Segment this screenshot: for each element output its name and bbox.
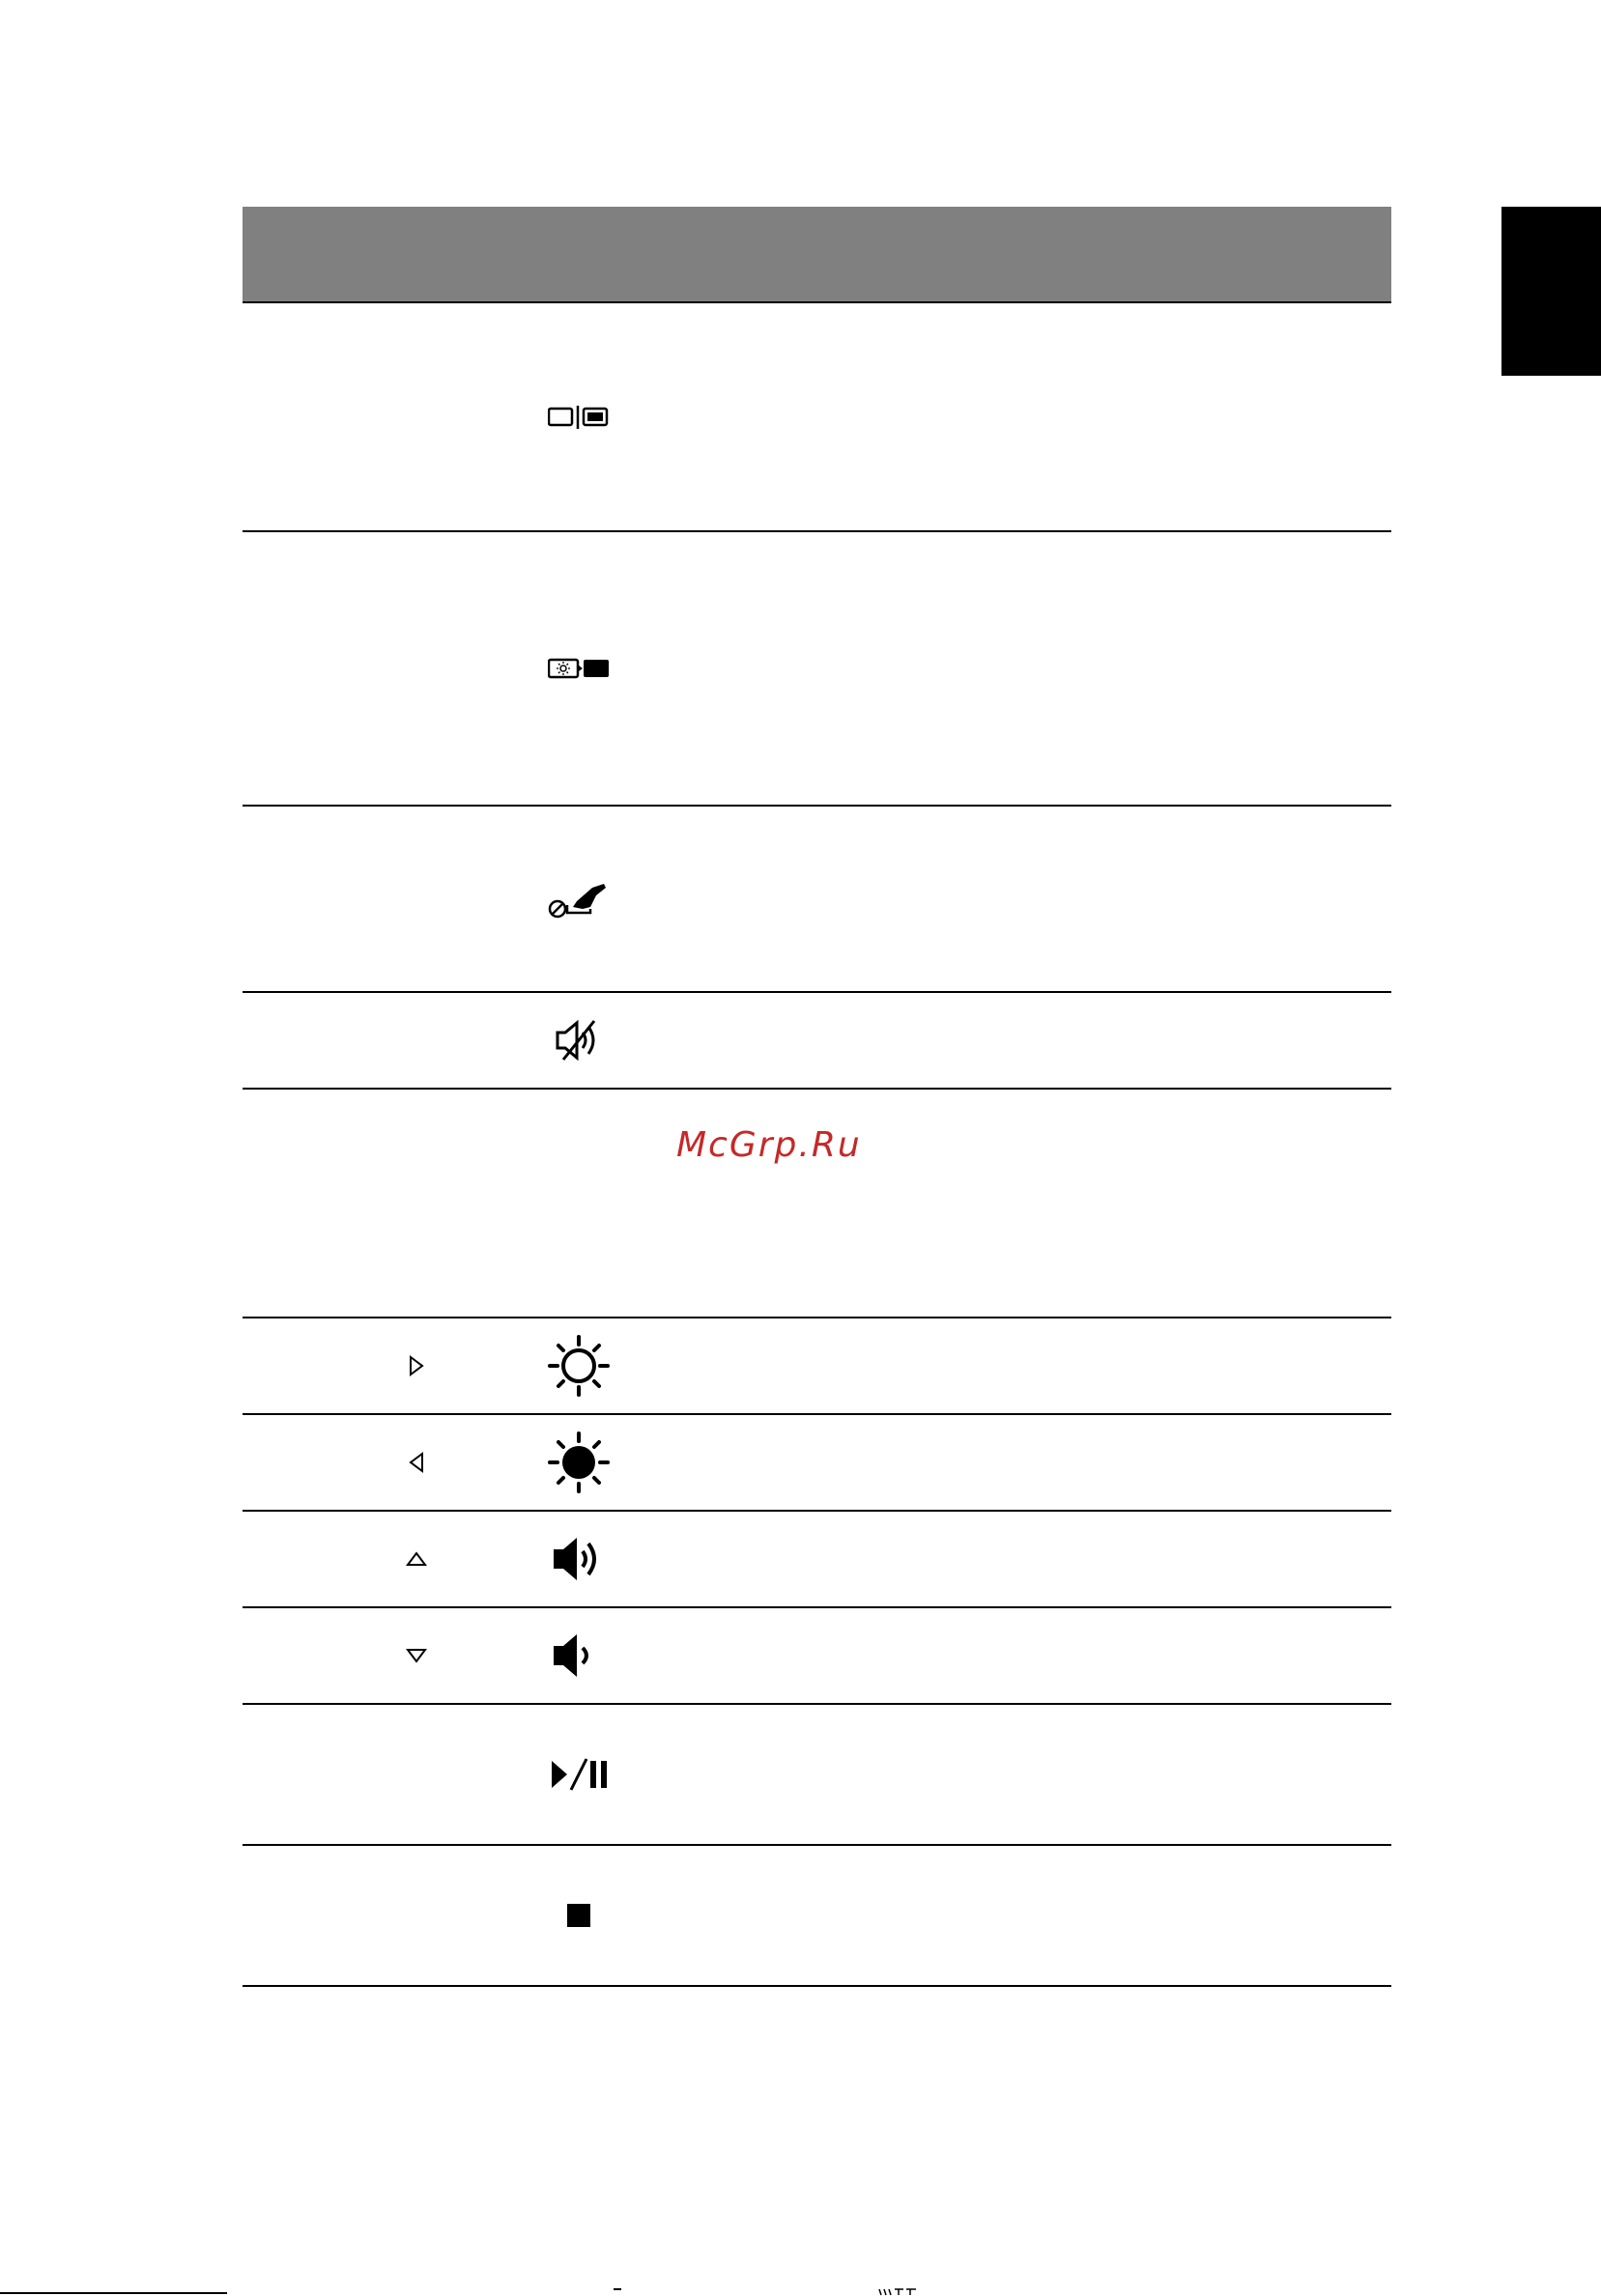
icon-cell [532,1318,625,1413]
icon-cell [532,1705,625,1844]
icon-cell [532,993,625,1088]
screen-blank-icon [548,657,610,680]
volume-down-icon [550,1629,608,1683]
icon-cell [532,807,625,991]
arrow-right-icon [408,1355,425,1376]
icon-cell [532,1415,625,1510]
touchpad-toggle-icon [548,880,610,919]
table-row [243,1705,1391,1846]
table-row [243,1846,1391,1987]
table-row [243,1608,1391,1705]
brightness-down-icon [547,1431,611,1494]
icon-cell [532,303,625,530]
icon-cell [532,1846,625,1985]
table-row [243,807,1391,993]
brightness-up-icon [547,1334,611,1398]
hotkey-table [243,207,1391,1987]
volume-up-icon [550,1532,608,1586]
table-row [243,993,1391,1090]
table-row [243,1090,1391,1318]
display-toggle-icon [548,406,610,429]
arrow-left-icon [408,1452,425,1473]
table-row [243,303,1391,532]
key-cell [378,1415,455,1510]
table-row [243,1318,1391,1415]
arrow-down-icon [406,1647,427,1664]
icon-cell [532,1512,625,1606]
icon-cell [532,1608,625,1703]
key-cell [378,1318,455,1413]
table-row [243,532,1391,807]
speaker-mute-icon [552,1017,606,1063]
footer-rule [0,2292,227,2294]
watermark: McGrp.Ru [676,1125,862,1165]
table-header [243,207,1391,303]
footer-fragment [609,2287,947,2296]
arrow-up-icon [406,1550,427,1568]
icon-cell [532,532,625,805]
table-row [243,1512,1391,1608]
key-cell [378,1512,455,1606]
key-cell [378,1608,455,1703]
chapter-tab [1501,207,1601,376]
play-pause-icon [548,1755,610,1794]
table-row [243,1415,1391,1512]
stop-icon [565,1902,592,1929]
